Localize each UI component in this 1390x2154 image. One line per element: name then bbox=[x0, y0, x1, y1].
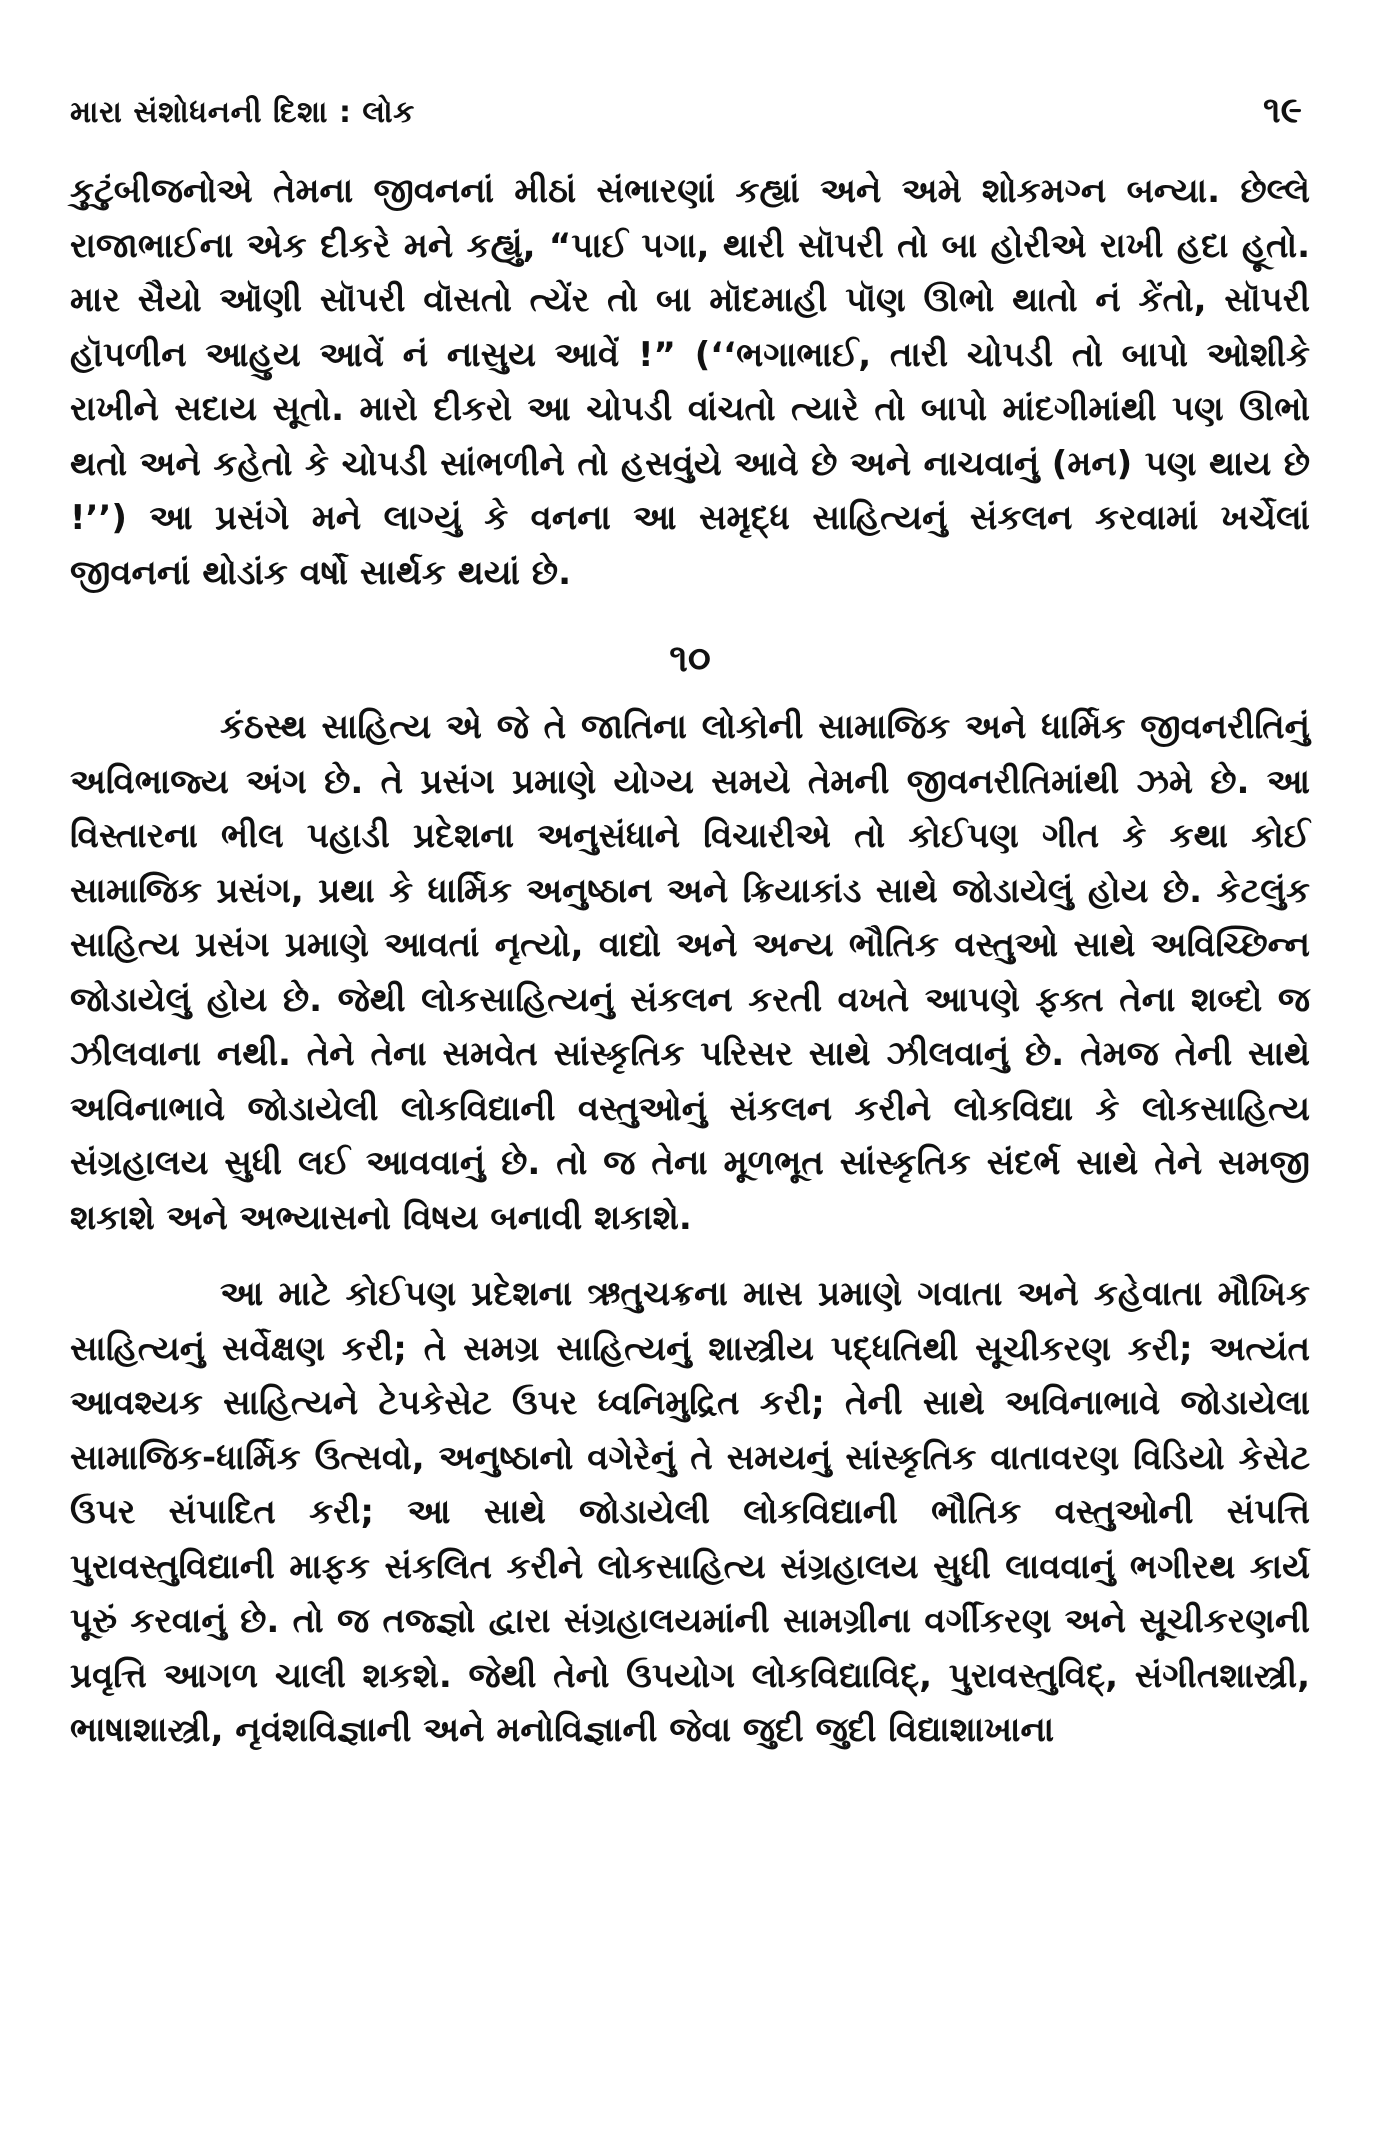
paragraph-3: આ માટે કોઈપણ પ્રદેશના ઋતુચક્રના માસ પ્રમાણે ગવાતા અને કહેવાતા મૌખિક સાહિત્યનું સર્વેક્ષણ કરી; તે સમગ્ર સાહિત્યનું શાસ્ત્રીય પદ્ધતિથી સૂચીકરણ કરી; અત્યંત આવશ્યક સાહિત્યને ટેપકેસેટ ઉપર ધ્વનિમુદ્રિત કરી; તેની સાથે અવિનાભાવે જોડાયેલા સામાજિક-ધાર્મિક ઉત્સવો, અનુષ્ઠાનો વગેરેનું તે સમયનું સાંસ્કૃતિક વાતાવરણ વિડિયો કેસેટ ઉપર સંપાદિત કરી; આ સાથે જોડાયેલી લોકવિદ્યાની ભૌતિક વસ્તુઓની સંપત્તિ પુરાવસ્તુવિદ્યાની માફક સંકલિત કરીને લોકસાહિત્ય સંગ્રહાલય સુધી લાવવાનું ભગીરથ કાર્ય પૂરું કરવાનું છે. તો જ તજ્જ્ઞો દ્વારા સંગ્રહાલયમાંની સામગ્રીના વર્ગીકરણ અને સૂચીકરણની પ્રવૃત્તિ આગળ ચાલી શકશે. જેથી તેનો ઉપયોગ લોકવિદ્યાવિદ્, પુરાવસ્તુવિદ્, સંગીતશાસ્ત્રી, ભાષાશાસ્ત્રી, નૃવંશવિજ્ઞાની અને મનોવિજ્ઞાની જેવા જુદી જુદી વિદ્યાશાખાના bbox=[70, 1274, 1310, 1750]
chapter-title: મારા સંશોધનની દિશા : લોક bbox=[70, 95, 415, 130]
paragraph-2: કંઠસ્થ સાહિત્ય એ જે તે જાતિના લોકોની સામાજિક અને ધાર્મિક જીવનરીતિનું અવિભાજ્ય અંગ છે. તે પ્રસંગ પ્રમાણે યોગ્ય સમયે તેમની જીવનરીતિમાંથી ઝમે છે. આ વિસ્તારના ભીલ પહાડી પ્રદેશના અનુસંધાને વિચારીએ તો કોઈપણ ગીત કે કથા કોઈ સામાજિક પ્રસંગ, પ્રથા કે ધાર્મિક અનુષ્ઠાન અને ક્રિયાકાંડ સાથે જોડાયેલું હોય છે. કેટલુંક સાહિત્ય પ્રસંગ પ્રમાણે આવતાં નૃત્યો, વાદ્યો અને અન્ય ભૌતિક વસ્તુઓ સાથે અવિચ્છિન્ન જોડાયેલું હોય છે. જેથી લોકસાહિત્યનું સંકલન કરતી વખતે આપણે ફક્ત તેના શબ્દો જ ઝીલવાના નથી. તેને તેના સમવેત સાંસ્કૃતિક પરિસર સાથે ઝીલવાનું છે. તેમજ તેની સાથે અવિનાભાવે જોડાયેલી લોકવિદ્યાની વસ્તુઓનું સંકલન કરીને લોકવિદ્યા કે લોકસાહિત્ય સંગ્રહાલય સુધી લઈ આવવાનું છે. તો જ તેના મૂળભૂત સાંસ્કૃતિક સંદર્ભ સાથે તેને સમજી શકાશે અને અભ્યાસનો વિષય બનાવી શકાશે. bbox=[70, 707, 1310, 1238]
page-number: ૧૯ bbox=[1263, 90, 1302, 131]
running-header bbox=[70, 90, 1310, 150]
paragraph-1: કુટુંબીજનોએ તેમના જીવનનાં મીઠાં સંભારણાં કહ્યાં અને અમે શોકમગ્ન બન્યા. છેલ્લે રાજાભાઈના એક દીકરે મને કહ્યું, “પાઈ પગા, થારી સૉપરી તો બા હોરીએ રાખી હદા હૂતો. માર સૈયો ઑણી સૉપરી વૉસતો ત્યેંર તો બા મૉદમાહી પૉણ ઊભો થાતો નં કેંતો, સૉપરી હૉપળીન આહુય આવેં નં નાસુય આવેં !” (‘‘ભગાભાઈ, તારી ચોપડી તો બાપો ઓશીકે રાખીને સદાય સૂતો. મારો દીકરો આ ચોપડી વાંચતો ત્યારે તો બાપો માંદગીમાંથી પણ ઊભો થતો અને કહેતો કે ચોપડી સાંભળીને તો હસવુંયે આવે છે અને નાચવાનું (મન) પણ થાય છે !’’) આ પ્રસંગે મને લાગ્યું કે વનના આ સમૃદ્ધ સાહિત્યનું સંકલન કરવામાં ખર્ચેલાં જીવનનાં થોડાંક વર્ષો સાર્થક થયાં છે. bbox=[70, 171, 1310, 593]
section-number: ૧૦ bbox=[669, 636, 711, 680]
book-page bbox=[70, 90, 1310, 2130]
